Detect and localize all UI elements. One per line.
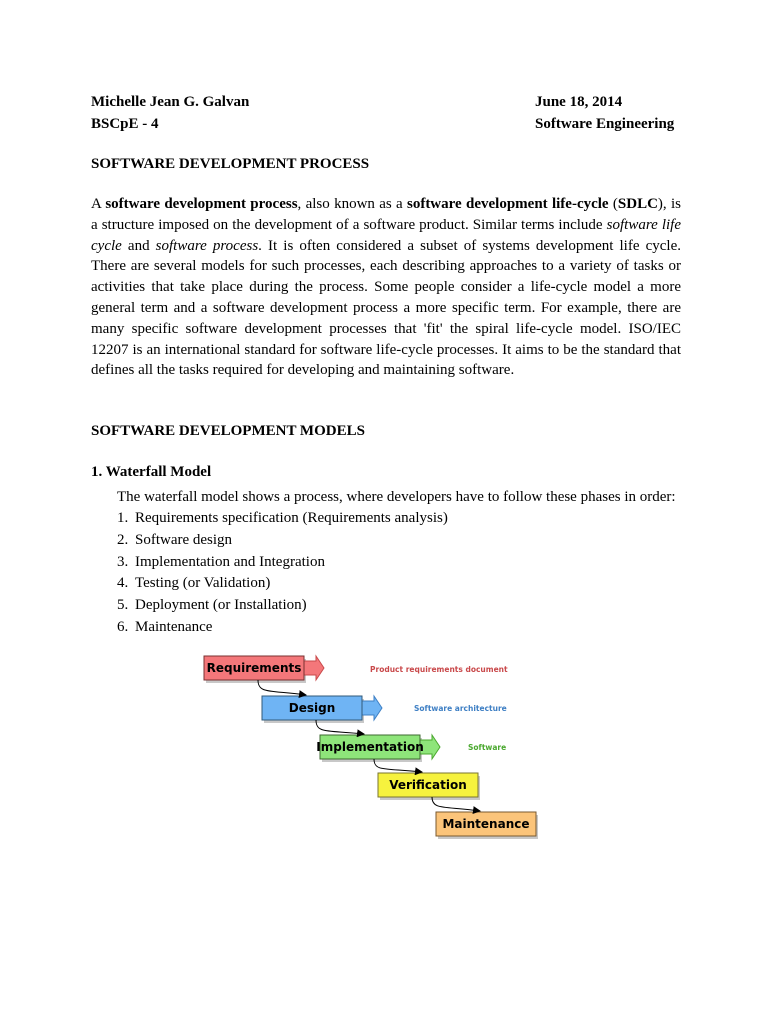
phase-list-item [117,509,448,527]
waterfall-model-title: 1. Waterfall Model [91,464,212,480]
artifact-software: Software [468,743,507,752]
waterfall-intro: The waterfall model shows a process, where developers have to follow these phases in order: [117,489,676,505]
phase-text: Testing (or Validation) [135,575,271,591]
process-paragraph [91,194,681,381]
para-text: ( [608,196,618,212]
phase-list-item [117,531,232,549]
artifact-software-architecture: Software architecture [414,704,507,713]
section-heading-process: SOFTWARE DEVELOPMENT PROCESS [91,156,370,172]
phase-label-maintenance: Maintenance [442,817,530,831]
phase-text: Deployment (or Installation) [135,597,307,613]
para-italic-term: software process [155,237,259,254]
phase-number: 1. [117,510,129,526]
phase-text: Maintenance [135,619,213,635]
section-heading-models: SOFTWARE DEVELOPMENT MODELS [91,423,365,439]
artifact-requirements-document: Product requirements document [370,665,508,674]
phase-number: 4. [117,575,129,591]
para-text: . It is often considered a subset of systems development life cycle. There are several models for such processes, each describing approaches to a variety of tasks or activities that take place during the process. Some people consider a life-cycle model a more general term and a software development process a more specific term. For example, there are many specific software development processes that 'fit' the spiral life-cycle model. ISO/IEC 12207 is an international standard for software life-cycle processes. It aims to be the standard that defines all the tasks required for developing and maintaining software. [91,237,681,379]
subject-name: Software Engineering [535,116,675,132]
phase-text: Software design [135,532,233,548]
phase-label-requirements: Requirements [206,661,302,675]
phase-list-item [117,574,270,592]
para-term: software development life-cycle [406,196,609,212]
document-date: June 18, 2014 [535,94,623,110]
phase-number: 6. [117,619,129,635]
waterfall-diagram [200,650,545,845]
para-text: and [121,237,156,254]
phase-text: Requirements specification (Requirements analysis) [135,510,448,526]
phase-list-item [117,553,325,571]
phase-list-item [117,618,212,636]
author-name: Michelle Jean G. Galvan [91,94,250,110]
para-italic-term: software life cycle [91,216,681,254]
output-arrow-design [362,696,382,720]
phase-label-verification: Verification [389,778,467,792]
para-text: , also known as a [297,196,407,212]
phase-label-implementation: Implementation [316,740,424,754]
course-code: BSCpE - 4 [91,116,159,132]
para-text: ), is a structure imposed on the development of a software product. Similar terms include [91,196,681,233]
phase-number: 5. [117,597,129,613]
phase-number: 3. [117,554,129,570]
para-term: SDLC [617,196,658,212]
para-term: software development process [105,196,298,212]
phase-text: Implementation and Integration [135,554,325,570]
phase-list-item [117,596,307,614]
para-text: A [91,196,106,212]
output-arrow-requirements [304,656,324,680]
phase-label-design: Design [288,701,336,715]
phase-number: 2. [117,532,129,548]
